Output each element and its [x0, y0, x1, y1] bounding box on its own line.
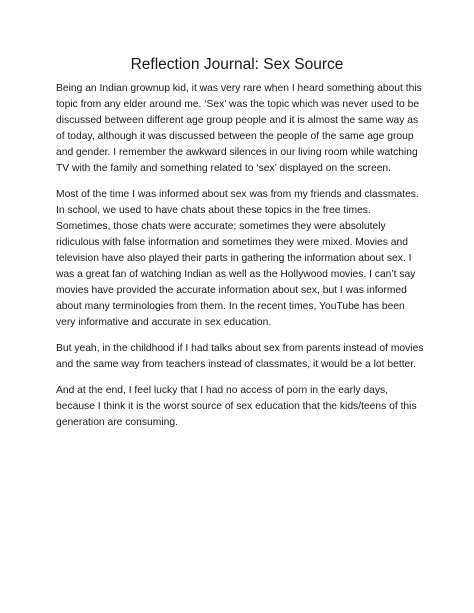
document-body [56, 81, 426, 441]
paragraph-3: But yeah, in the childhood if I had talks about sex from parents instead of movies and the same way from teachers instead of classmates, it would be a lot better. [56, 343, 424, 370]
paragraph-2: Most of the time I was informed about sex was from my friends and classmates. In school, we used to have chats about these topics in the free times. Sometimes, those chats were accurate; sometimes they were absolutely ridiculous with false information and sometimes they were mixed. Movies and television have also played their parts in gathering the information about sex. I was a great fan of watching Indian as well as the Hollywood movies. I can’t say movies have provided the accurate information about sex, but I was informed about many terminologies from them. In the recent times, YouTube has been very informative and accurate in sex education. [56, 189, 419, 328]
paragraph-1: Being an Indian grownup kid, it was very rare when I heard something about this topic from any elder around me. ‘Sex’ was the topic which was never used to be discussed between different age group people and it is almost the same way as of today, although it was discussed between the people of the same age group and gender. I remember the awkward silences in our living room while watching TV with the family and something related to ‘sex’ displayed on the screen. [56, 83, 422, 174]
paragraph-4: And at the end, I feel lucky that I had no access of porn in the early days, because I think it is the worst source of sex education that the kids/teens of this generation are consuming. [56, 385, 417, 428]
document-title: Reflection Journal: Sex Source [130, 56, 344, 73]
